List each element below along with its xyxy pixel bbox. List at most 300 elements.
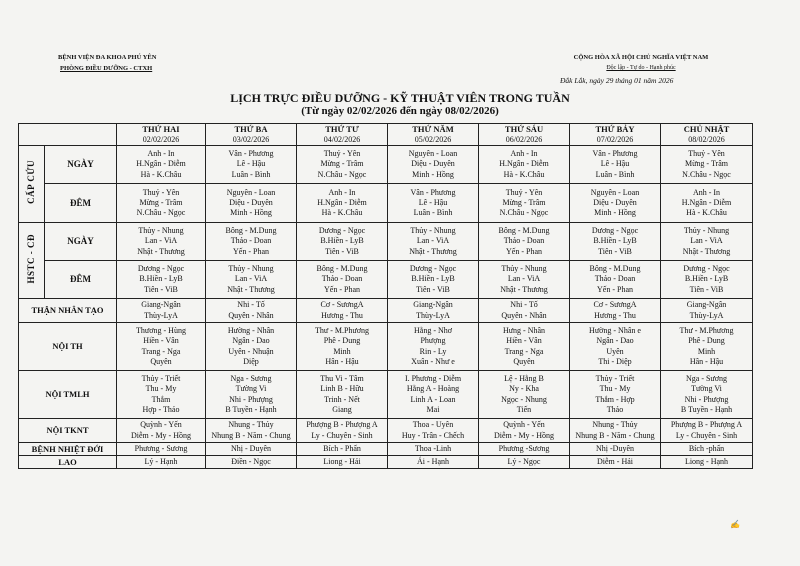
staff-line: Phê - Dung <box>688 336 725 346</box>
staff-line: Thảo - Doan <box>321 274 363 284</box>
staff-line: Dương - Ngọc <box>409 264 457 274</box>
group-label-cell <box>19 223 45 299</box>
schedule-cell <box>570 443 661 456</box>
schedule-cell <box>206 456 297 469</box>
schedule-cell <box>388 299 479 323</box>
schedule-cell <box>206 299 297 323</box>
staff-line: Phượng B - Phượng A <box>670 420 743 430</box>
day-name: THỨ TƯ <box>325 124 359 134</box>
staff-line: Thủy - Triết <box>141 374 181 384</box>
schedule-cell <box>661 419 753 443</box>
staff-line: Thu Vi - Tâm <box>320 374 364 384</box>
department-row <box>19 443 753 456</box>
staff-line: Giang-Ngân <box>141 300 181 310</box>
staff-line: Linh B - Hữu <box>320 384 364 394</box>
staff-line: Thuỷ - Yên <box>142 187 180 197</box>
staff-line: Bích - Phấn <box>323 443 361 453</box>
staff-line: Linh A - Loan <box>410 394 456 404</box>
staff-line: Phương - Sương <box>134 443 188 453</box>
staff-line: Hân - Hậu <box>689 356 724 366</box>
day-name: THỨ BA <box>234 124 268 134</box>
department-row <box>19 299 753 323</box>
staff-line: Mừng - Trâm <box>320 159 364 169</box>
staff-line: Thi - Diệp <box>598 356 632 366</box>
staff-line: Nga - Sương <box>685 374 727 384</box>
staff-line: Hằng - Nhơ <box>414 326 452 336</box>
schedule-cell <box>479 371 570 419</box>
staff-line: Thắm - Hợp <box>595 394 635 404</box>
schedule-cell <box>570 223 661 261</box>
staff-line: Hà - K.Châu <box>140 169 182 179</box>
staff-line: Nhật - Thương <box>682 246 731 256</box>
staff-line: Ny - Kha <box>509 384 539 394</box>
staff-line: N.Châu - Ngọc <box>317 169 367 179</box>
staff-line: Lê - Hậu <box>236 159 266 169</box>
schedule-cell <box>297 419 388 443</box>
staff-line: Thắm <box>151 394 171 404</box>
staff-line: Ly - Chuyên - Sinh <box>675 430 738 440</box>
schedule-cell <box>206 323 297 371</box>
schedule-cell <box>388 223 479 261</box>
staff-line: Lan - ViA <box>507 274 541 284</box>
staff-line: B.Hiền - LyB <box>411 274 455 284</box>
staff-line: Yến - Phan <box>597 284 633 294</box>
staff-line: Minh <box>333 346 351 356</box>
staff-line: Thảo <box>606 404 624 414</box>
staff-line: Phượng <box>420 336 446 346</box>
staff-line: Ái - Hạnh <box>417 456 449 466</box>
staff-line: Tiên - ViB <box>144 284 178 294</box>
staff-line: Nhi - Phượng <box>229 394 273 404</box>
staff-line: Thuỷ - Yên <box>323 149 361 159</box>
staff-line: B.Hiền - LyB <box>139 274 183 284</box>
staff-line: Vân - Phương <box>410 187 456 197</box>
shift-label: ĐÊM <box>45 184 117 223</box>
schedule-cell <box>117 299 206 323</box>
staff-line: Diệu - Duyên <box>229 197 273 207</box>
staff-line: Anh - In <box>147 149 175 159</box>
staff-line: Lan - ViA <box>416 236 450 246</box>
staff-line: Dương - Ngọc <box>137 264 185 274</box>
staff-line: Diệu - Duyên <box>593 197 637 207</box>
department-label: NỘI TH <box>19 323 117 371</box>
staff-line: Thủy - Nhung <box>228 264 274 274</box>
staff-line: Bông - M.Dung <box>589 264 641 274</box>
schedule-cell <box>206 184 297 223</box>
staff-line: Dương - Ngọc <box>683 264 730 274</box>
department-label: NỘI TKNT <box>19 419 117 443</box>
staff-line: Điền - Ngọc <box>231 456 271 466</box>
schedule-cell <box>479 184 570 223</box>
staff-line: Quyên - Nhân <box>501 310 547 320</box>
staff-line: Nhung - Thủy <box>228 420 274 430</box>
department-label: THẬN NHÂN TẠO <box>19 299 117 323</box>
department-label: BỆNH NHIỆT ĐỚI <box>19 443 117 456</box>
staff-line: Thuỷ - Yên <box>505 187 543 197</box>
staff-line: Phê - Dung <box>323 336 361 346</box>
staff-line: Lan - ViA <box>234 274 268 284</box>
staff-line: Yến - Phan <box>233 246 269 256</box>
schedule-cell <box>479 146 570 184</box>
schedule-cell <box>388 456 479 469</box>
schedule-cell <box>297 456 388 469</box>
staff-line: Huy - Trân - Chếch <box>401 430 465 440</box>
schedule-cell <box>388 323 479 371</box>
schedule-cell <box>661 261 753 299</box>
staff-line: H.Ngân - Diễm <box>136 159 186 169</box>
staff-line: Diệp <box>243 356 259 366</box>
schedule-cell <box>661 146 753 184</box>
staff-line: Thùy-LyA <box>144 310 178 320</box>
staff-line: Tường Vi <box>235 384 267 394</box>
staff-line: Phương -Sương <box>498 443 550 453</box>
department-row <box>19 419 753 443</box>
schedule-cell <box>479 223 570 261</box>
staff-line: Nguyên - Loan <box>590 187 640 197</box>
staff-line: Hường - Nhân <box>227 326 275 336</box>
national-title: CỘNG HÒA XÃ HỘI CHỦ NGHĨA VIỆT NAM <box>573 54 709 61</box>
staff-line: Bích -phấn <box>688 443 725 453</box>
schedule-cell <box>117 371 206 419</box>
staff-line: Giang-Ngân <box>686 300 727 310</box>
staff-line: Quyên <box>150 356 172 366</box>
staff-line: Thảo - Doan <box>230 236 272 246</box>
staff-line: Liong - Hải <box>323 456 361 466</box>
document-title: LỊCH TRỰC ĐIỀU DƯỠNG - KỸ THUẬT VIÊN TRONG TUẦN <box>230 91 570 105</box>
schedule-cell <box>388 184 479 223</box>
department-label: NỘI TMLH <box>19 371 117 419</box>
day-date: 06/02/2026 <box>505 135 543 144</box>
staff-line: Tiên - ViB <box>416 284 450 294</box>
staff-line: Hường - Nhân e <box>589 326 641 336</box>
staff-line: Phượng B - Phượng A <box>306 420 378 430</box>
staff-line: Thủy - Nhung <box>501 264 547 274</box>
staff-line: Mai <box>426 404 440 414</box>
staff-line: Lý - Hạnh <box>144 456 178 466</box>
staff-line: Minh - Hồng <box>594 208 636 218</box>
staff-line: Nhi - Phượng <box>684 394 729 404</box>
national-motto: Độc lập - Tự do - Hạnh phúc <box>606 65 676 71</box>
staff-line: Hà - K.Châu <box>686 208 727 218</box>
staff-line: Tiên - ViB <box>689 284 724 294</box>
schedule-cell <box>570 323 661 371</box>
day-date: 04/02/2026 <box>323 135 361 144</box>
staff-line: B Tuyền - Hạnh <box>225 404 277 414</box>
staff-line: Nhung B - Năm - Chung <box>575 430 655 440</box>
staff-line: Trang - Nga <box>141 346 181 356</box>
schedule-cell <box>479 456 570 469</box>
day-date: 05/02/2026 <box>414 135 452 144</box>
schedule-cell <box>661 371 753 419</box>
staff-line: Thủy - Nhung <box>138 226 184 236</box>
staff-line: Tiên - ViB <box>325 246 359 256</box>
day-date: 03/02/2026 <box>232 135 270 144</box>
schedule-cell <box>206 419 297 443</box>
staff-line: Lý - Ngọc <box>507 456 541 466</box>
shift-row <box>19 146 753 184</box>
staff-line: Anh - In <box>692 187 721 197</box>
staff-line: Hà - K.Châu <box>321 208 363 218</box>
staff-line: Tường Vi <box>691 384 722 394</box>
shift-label: ĐÊM <box>45 261 117 299</box>
staff-line: Ngân - Dao <box>596 336 634 346</box>
staff-line: Diễm - My - Hồng <box>494 430 554 440</box>
schedule-cell <box>479 419 570 443</box>
staff-line: Thủy - Nhung <box>683 226 730 236</box>
day-header <box>570 124 661 146</box>
schedule-cell <box>297 443 388 456</box>
staff-line: Lan - ViA <box>690 236 723 246</box>
document-date: Đắk Lắk, ngày 29 tháng 01 năm 2026 <box>560 76 674 85</box>
staff-line: Nga - Sương <box>230 374 272 384</box>
schedule-cell <box>388 443 479 456</box>
schedule-cell <box>661 223 753 261</box>
document-subtitle: (Từ ngày 02/02/2026 đến ngày 08/02/2026) <box>301 105 499 117</box>
staff-line: Diễm - My - Hồng <box>131 430 191 440</box>
staff-line: Mừng - Trâm <box>502 197 546 207</box>
day-header <box>297 124 388 146</box>
schedule-cell <box>661 299 753 323</box>
schedule-cell <box>479 261 570 299</box>
staff-line: Trang - Nga <box>504 346 544 356</box>
schedule-cell <box>297 261 388 299</box>
schedule-cell <box>388 146 479 184</box>
schedule-cell <box>117 456 206 469</box>
staff-line: Lan - ViA <box>144 236 178 246</box>
staff-line: Dương - Ngọc <box>318 226 366 236</box>
staff-line: Liong - Hạnh <box>684 456 729 466</box>
staff-line: Minh - Hồng <box>230 208 272 218</box>
staff-line: Luân - Bình <box>231 169 271 179</box>
staff-line: Diệu - Duyên <box>411 159 455 169</box>
schedule-cell <box>297 323 388 371</box>
day-name: THỨ SÁU <box>504 124 544 134</box>
staff-line: Hương - Thu <box>594 310 636 320</box>
hospital-name: BỆNH VIỆN ĐA KHOA PHÚ YÊN <box>58 54 157 61</box>
signature-mark: ✍ <box>729 519 741 530</box>
staff-line: Hiền - Vân <box>143 336 179 346</box>
schedule-cell <box>297 184 388 223</box>
staff-line: Bông - M.Dung <box>316 264 368 274</box>
schedule-cell <box>661 323 753 371</box>
staff-line: Rin - Ly <box>419 346 447 356</box>
staff-line: Nhung - Thủy <box>592 420 638 430</box>
staff-line: Quỳnh - Yến <box>503 420 545 430</box>
day-header <box>117 124 206 146</box>
day-date: 07/02/2026 <box>596 135 634 144</box>
schedule-cell <box>117 443 206 456</box>
schedule-cell <box>206 261 297 299</box>
header-row <box>19 124 753 146</box>
staff-line: Nhị - Duyên <box>231 443 271 453</box>
staff-line: Thư - M.Phương <box>314 326 369 336</box>
staff-line: Quyên - Nhân <box>228 310 274 320</box>
schedule-cell <box>661 184 753 223</box>
group-label: CẤP CỨU <box>26 160 37 205</box>
schedule-cell <box>117 323 206 371</box>
staff-line: Lê - Hậu <box>418 197 448 207</box>
staff-line: Bông - M.Dung <box>498 226 550 236</box>
day-header <box>479 124 570 146</box>
staff-line: Vân - Phương <box>592 149 638 159</box>
staff-line: Diễm - Hải <box>597 456 633 466</box>
shift-row <box>19 223 753 261</box>
staff-line: Uyên <box>606 346 624 356</box>
staff-line: Minh - Hồng <box>412 169 454 179</box>
staff-line: Nguyên - Loan <box>226 187 276 197</box>
day-name: THỨ NĂM <box>412 124 454 134</box>
day-name: THỨ HAI <box>142 124 180 134</box>
department-row <box>19 456 753 469</box>
group-label-cell <box>19 146 45 223</box>
staff-line: H.Ngân - Diễm <box>681 197 732 207</box>
staff-line: H.Ngân - Diễm <box>499 159 549 169</box>
staff-line: Cơ - SươngA <box>593 300 637 310</box>
department-name: PHÒNG ĐIỀU DƯỠNG - CTXH <box>60 65 153 72</box>
schedule-cell <box>570 419 661 443</box>
staff-line: N.Châu - Ngọc <box>682 169 731 179</box>
staff-line: N.Châu - Ngọc <box>136 208 186 218</box>
staff-line: I. Phương - Diễm <box>404 374 462 384</box>
department-row <box>19 371 753 419</box>
staff-line: Thương - Hùng <box>136 326 186 336</box>
staff-line: Nhi - Tố <box>510 300 538 310</box>
schedule-cell <box>297 223 388 261</box>
staff-line: Giang <box>332 404 352 414</box>
staff-line: Anh - In <box>510 149 538 159</box>
schedule-cell <box>388 371 479 419</box>
staff-line: Vân - Phương <box>228 149 274 159</box>
schedule-cell <box>117 146 206 184</box>
day-date: 08/02/2026 <box>688 135 725 144</box>
department-label: LAO <box>19 456 117 469</box>
staff-line: B Tuyền - Hạnh <box>680 404 733 414</box>
staff-line: Thủy - Nhung <box>410 226 456 236</box>
staff-line: B.Hiền - LyB <box>593 236 637 246</box>
schedule-cell <box>297 146 388 184</box>
staff-line: Tiên - ViB <box>598 246 632 256</box>
staff-line: Trinh - Nết <box>324 394 360 404</box>
day-header <box>661 124 753 146</box>
schedule-cell <box>297 371 388 419</box>
day-header <box>206 124 297 146</box>
schedule-cell <box>117 419 206 443</box>
staff-line: Dương - Ngọc <box>591 226 639 236</box>
staff-line: Cơ - SươngA <box>320 300 364 310</box>
staff-line: Ngân - Dao <box>232 336 270 346</box>
staff-line: H.Ngân - Diễm <box>317 197 367 207</box>
staff-line: Thoa - Uyên <box>412 420 454 430</box>
staff-line: Nhật - Thương <box>137 246 185 256</box>
shift-row <box>19 261 753 299</box>
staff-line: Xuân - Như e <box>411 356 455 366</box>
staff-line: Luân - Bình <box>413 208 453 218</box>
corner-cell <box>19 124 117 146</box>
shift-label: NGÀY <box>45 146 117 184</box>
staff-line: Nhật - Thương <box>500 284 548 294</box>
schedule-cell <box>570 371 661 419</box>
staff-line: Lê - Hậu <box>600 159 630 169</box>
schedule-cell <box>388 261 479 299</box>
staff-line: Thu - My <box>145 384 177 394</box>
staff-line: Tiến <box>516 404 532 414</box>
staff-line: Uyên - Nhuận <box>228 346 274 356</box>
staff-line: Mừng - Trâm <box>139 197 183 207</box>
staff-line: Thu - My <box>599 384 631 394</box>
staff-line: Thủy - Triết <box>595 374 635 384</box>
staff-line: Thảo - Doan <box>503 236 545 246</box>
schedule-cell <box>117 184 206 223</box>
staff-line: Quỳnh - Yến <box>140 420 182 430</box>
staff-line: Hà - K.Châu <box>503 169 545 179</box>
staff-line: Yến - Phan <box>324 284 360 294</box>
schedule-cell <box>206 223 297 261</box>
staff-line: Bông - M.Dung <box>225 226 277 236</box>
staff-line: Quyên <box>513 356 535 366</box>
department-row <box>19 323 753 371</box>
staff-line: Thùy-LyA <box>689 310 724 320</box>
staff-line: Hiền - Vân <box>506 336 542 346</box>
schedule-cell <box>388 419 479 443</box>
staff-line: Minh <box>697 346 716 356</box>
schedule-cell <box>479 323 570 371</box>
schedule-table <box>18 123 753 469</box>
schedule-cell <box>570 146 661 184</box>
staff-line: Nhị -Duyên <box>596 443 634 453</box>
schedule-cell <box>117 261 206 299</box>
staff-line: Thoa -Linh <box>414 443 452 453</box>
day-header <box>388 124 479 146</box>
group-label: HSTC - CĐ <box>26 234 37 284</box>
schedule-cell <box>661 456 753 469</box>
schedule-cell <box>661 443 753 456</box>
staff-line: Giang-Ngân <box>413 300 453 310</box>
staff-line: Hưng - Nhân <box>502 326 546 336</box>
staff-line: B.Hiền - LyB <box>320 236 364 246</box>
shift-label: NGÀY <box>45 223 117 261</box>
staff-line: N.Châu - Ngọc <box>499 208 549 218</box>
staff-line: Nhi - Tố <box>237 300 265 310</box>
schedule-cell <box>117 223 206 261</box>
staff-line: Anh - In <box>328 187 356 197</box>
staff-line: B.Hiền - LyB <box>684 274 729 284</box>
schedule-cell <box>206 371 297 419</box>
schedule-cell <box>297 299 388 323</box>
staff-line: Ngọc - Nhung <box>501 394 547 404</box>
day-date: 02/02/2026 <box>142 135 180 144</box>
staff-line: Mừng - Trâm <box>684 159 728 169</box>
staff-line: Nhật - Thương <box>409 246 457 256</box>
staff-line: Hợp - Thảo <box>142 404 180 414</box>
shift-row <box>19 184 753 223</box>
national-header <box>562 52 720 74</box>
day-name: THỨ BẢY <box>595 124 635 134</box>
schedule-cell <box>479 299 570 323</box>
staff-line: Luân - Bình <box>595 169 635 179</box>
staff-line: Nhung B - Năm - Chung <box>211 430 291 440</box>
hospital-header <box>58 52 156 74</box>
staff-line: Nhật - Thương <box>227 284 275 294</box>
schedule-cell <box>570 299 661 323</box>
staff-line: Thuỷ - Yên <box>688 149 725 159</box>
schedule-cell <box>479 443 570 456</box>
schedule-cell <box>570 261 661 299</box>
schedule-cell <box>570 184 661 223</box>
staff-line: Hân - Hậu <box>325 356 359 366</box>
schedule-cell <box>570 456 661 469</box>
staff-line: Hương - Thu <box>321 310 363 320</box>
day-name: CHỦ NHẬT <box>683 124 730 134</box>
